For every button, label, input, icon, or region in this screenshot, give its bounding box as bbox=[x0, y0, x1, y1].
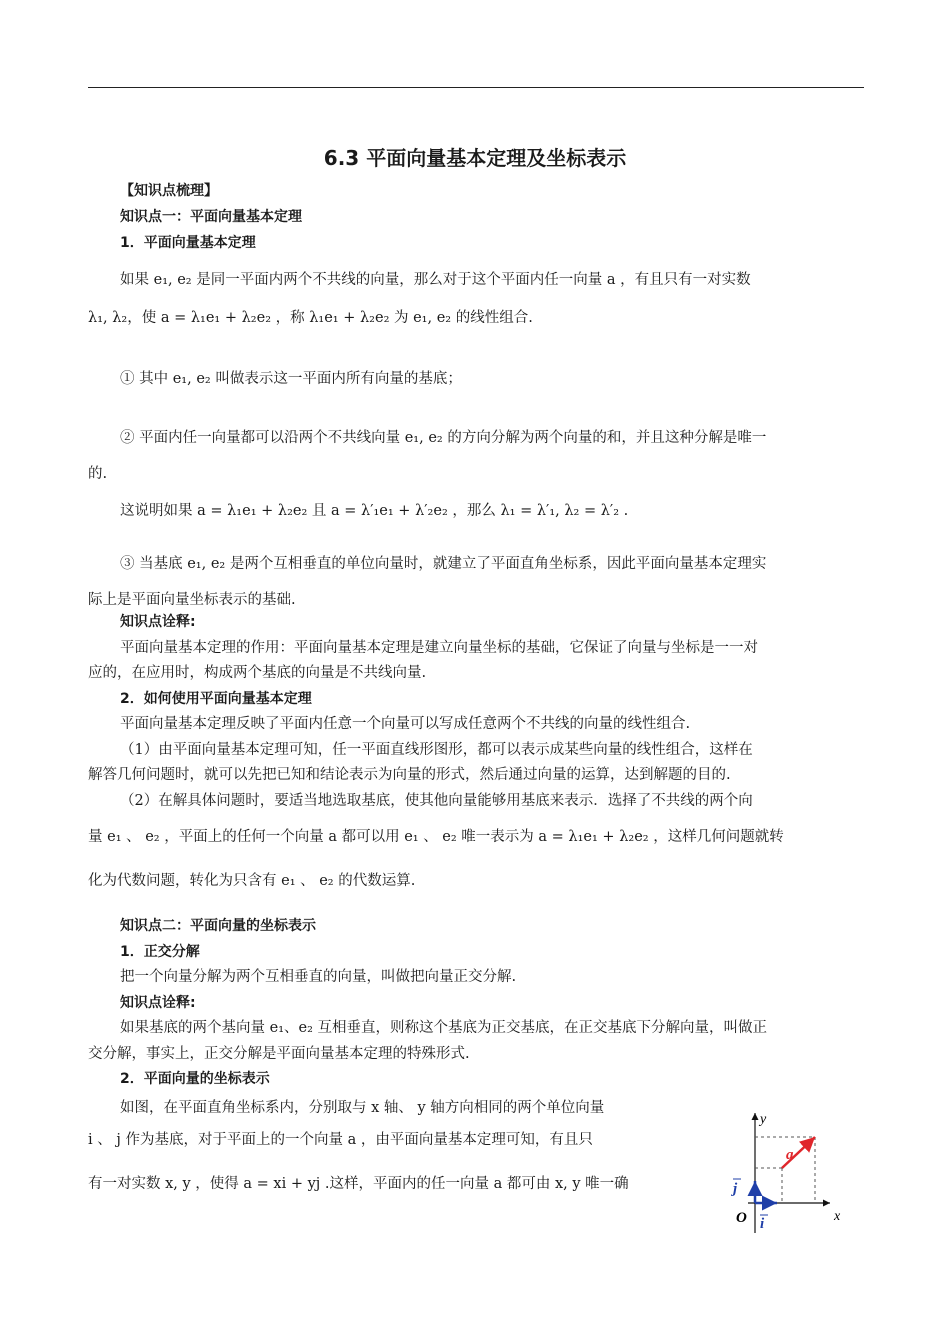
label-x: x bbox=[834, 1209, 841, 1224]
content-part-3: 量 e₁ 、 e₂ ，平面上的任何一个向量 a 都可以用 e₁ 、 e₂ 唯一表示为 a = λ₁e₁ + λ₂e₂ ，这样几何问题就转 化为代数问题，转化为只含有 e₁ 、 e₂ 的代数运算. bbox=[88, 829, 784, 889]
theorem-line-2: λ₁, λ₂，使 a = λ₁e₁ + λ₂e₂ ，称 λ₁e₁ + λ₂e₂ 为 e₁, e₂ 的线性组合. bbox=[88, 310, 533, 326]
coordinate-figure bbox=[700, 1105, 860, 1240]
page-title: 6.3 平面向量基本定理及坐标表示 bbox=[323, 146, 627, 170]
label-origin: O bbox=[736, 1210, 747, 1226]
heading-k1-2: 2．如何使用平面向量基本定理 bbox=[120, 690, 312, 707]
content-part-4: 知识点二：平面向量的坐标表示 1．正交分解 把一个向量分解为两个互相垂直的向量，叫做把向量正交分解. 知识点诠释: 如果基底的两个基向量 e₁、e₂ 互相垂直，则称这个基底为正交基底，在正交基底下分解向量，叫做正 交分解，事实上，正交分解是平面向量基本定理的特殊形式. 2．平面向量的坐标表示 bbox=[88, 914, 864, 1093]
label-y: y bbox=[760, 1112, 767, 1127]
label-a: a bbox=[786, 1147, 794, 1163]
heading-k1: 知识点一：平面向量基本定理 bbox=[120, 209, 302, 225]
heading-k2-2: 2．平面向量的坐标表示 bbox=[120, 1071, 270, 1087]
clause-1: ① 其中 e₁, e₂ 叫做表示这一平面内所有向量的基底； bbox=[120, 371, 462, 387]
content-part-5: 如图，在平面直角坐标系内，分别取与 x 轴、 y 轴方向相同的两个单位向量 i 、 j 作为基底，对于平面上的一个向量 a ，由平面向量基本定理可知，有且只 有一对实数 x, y ，使得 a = xi + yj .这样，平面内的任一向量 a 都可由 x, y 唯一确 bbox=[88, 1100, 629, 1192]
header-rule bbox=[88, 87, 864, 88]
clause-2-explain: 这说明如果 a = λ₁e₁ + λ₂e₂ 且 a = λ′₁e₁ + λ′₂e₂ ，那么 λ₁ = λ′₁, λ₂ = λ′₂ . bbox=[120, 503, 629, 519]
label-i: i bbox=[760, 1216, 765, 1232]
note-heading-2: 知识点诠释: bbox=[120, 994, 196, 1011]
theorem-line-1: 如果 e₁, e₂ 是同一平面内两个不共线的向量，那么对于这个平面内任一向量 a ，有且只有一对实数 bbox=[120, 272, 751, 288]
theorem-paragraph bbox=[88, 266, 864, 332]
note-heading-1: 知识点诠释: bbox=[120, 614, 196, 630]
label-j: j bbox=[733, 1181, 738, 1197]
content-part-2: 知识点诠释: 平面向量基本定理的作用：平面向量基本定理是建立向量坐标的基础，它保证了向量与坐标是一一对 应的，在应用时，构成两个基底的向量是不共线向量. 2．如何使用平面向量基本定理 平面向量基本定理反映了平面内任意一个向量可以写成任意两个不共线的向量的线性组合. （1）由平面向量基本定理可知，任一平面直线形图形，都可以表示成某些向量的线性组合，这样在 解答几何问题时，就可以先把已知和结论表示为向量的形式，然后通过向量的运算，达到解题的目的. （2）在解具体问题时，要适当地选取基底，使其他向量能够用基底来表示．选择了不共线的两个向 bbox=[88, 610, 864, 814]
clause-2: ② 平面内任一向量都可以沿两个不共线向量 e₁, e₂ 的方向分解为两个向量的和，并且这种分解是唯一 的. bbox=[88, 430, 767, 482]
content-part-1 bbox=[88, 178, 864, 256]
outline-heading: 【知识点梳理】 bbox=[120, 183, 218, 199]
heading-k2: 知识点二：平面向量的坐标表示 bbox=[120, 918, 316, 934]
heading-k1-1: 1．平面向量基本定理 bbox=[120, 235, 256, 251]
heading-k2-1: 1．正交分解 bbox=[120, 943, 200, 960]
clause-3: ③ 当基底 e₁, e₂ 是两个互相垂直的单位向量时，就建立了平面直角坐标系，因此平面向量基本定理实 际上是平面向量坐标表示的基础. bbox=[88, 556, 767, 608]
